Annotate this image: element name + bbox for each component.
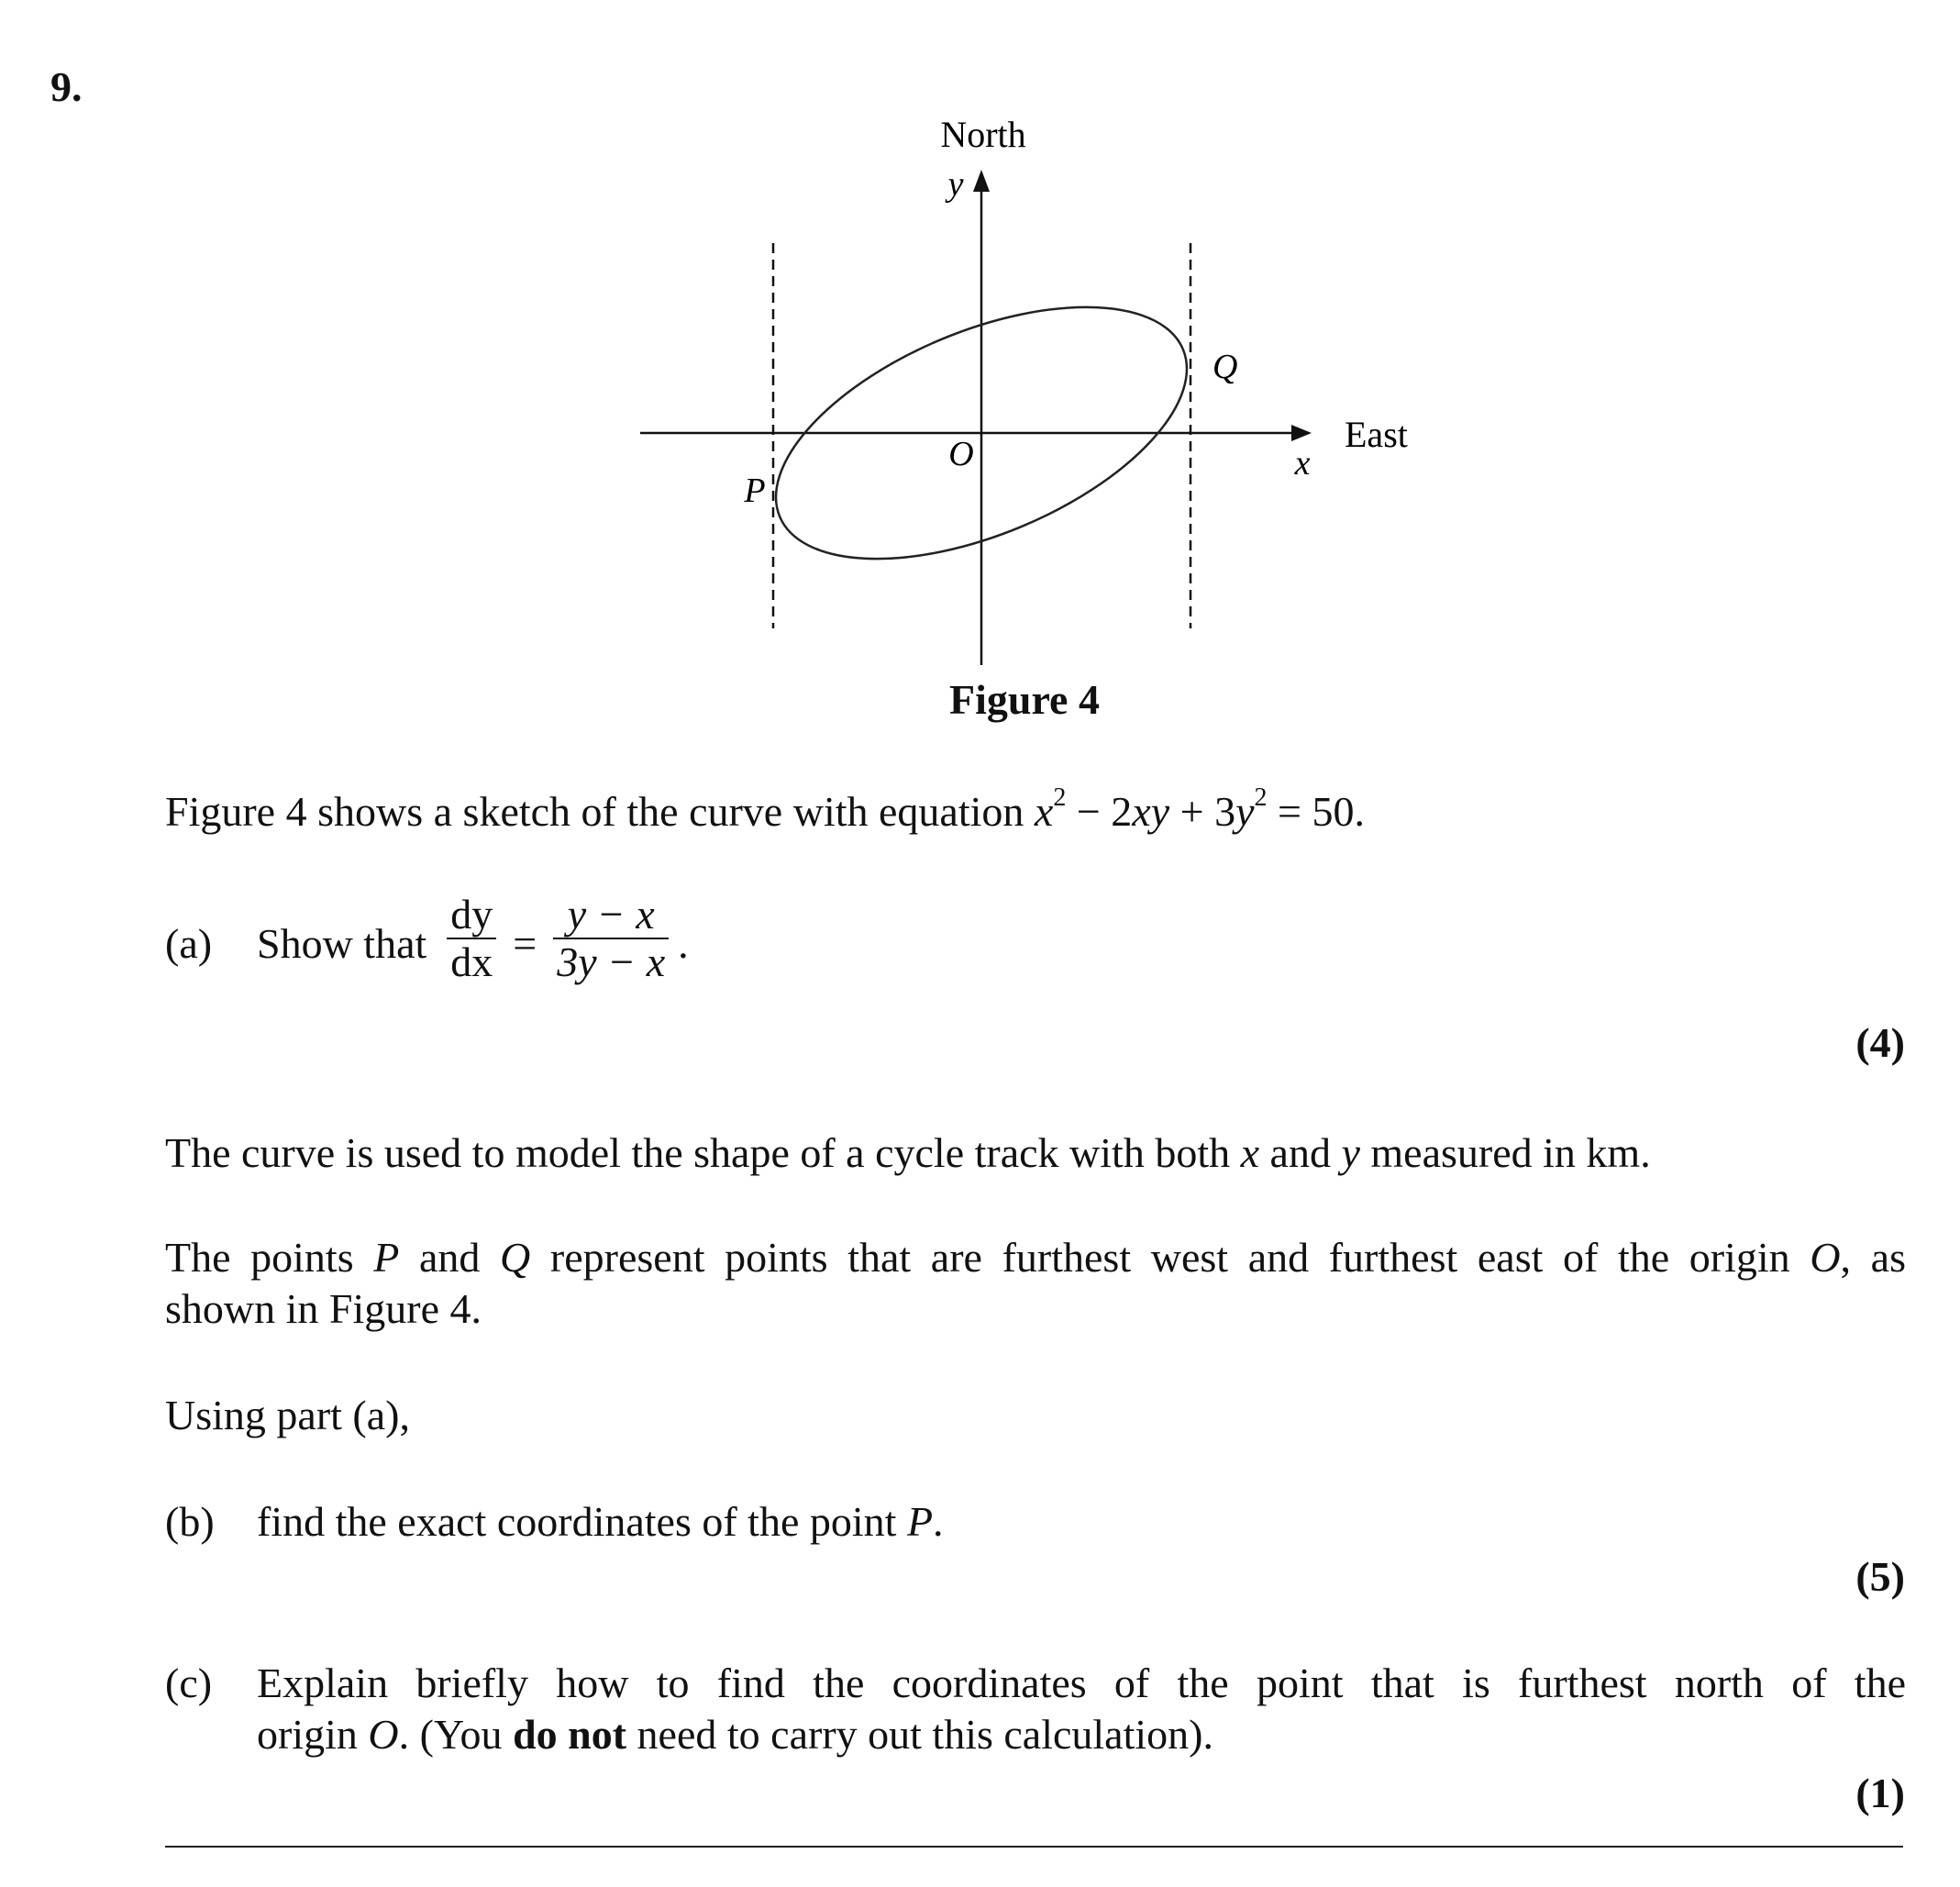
point-p-label: P [744,472,766,510]
derivative-fraction: $\frac{dy}{dx}$ [447,892,496,985]
x-axis-label: x [1294,444,1311,483]
part-a-text: Show that [257,920,427,967]
result-fraction: $\frac{y - x}{3y - x}$ [553,892,669,985]
part-c-line1: (c) Explain briefly how to find the coordinates of the point that is furthest north of the [165,1657,1906,1710]
points-paragraph-line2: shown in Figure 4. [165,1285,482,1332]
origin-label: O [948,435,974,473]
east-label: East [1345,414,1408,455]
part-a: (a) Show that $\frac{dy}{dx}$ = $\frac{y - x}{3y - x}$ . [165,891,689,985]
intro-paragraph: Figure 4 shows a sketch of the curve with equation $x^2 - 2xy + 3y^2 = 50$. [165,783,1365,835]
part-c-label: (c) [165,1659,213,1706]
north-label: North [940,114,1026,155]
model-paragraph: The curve is used to model the shape of a cycle track with both x and y measured in km. [165,1129,1651,1176]
figure-caption: Figure 4 [949,676,1100,723]
part-c-line2: origin O. (You do not need to carry out this calculation). [257,1711,1213,1758]
figure-4-sketch [633,105,1440,674]
answer-rule [165,1846,1903,1848]
part-b-label: (b) [165,1498,215,1545]
using-part-a: Using part (a), [165,1392,410,1438]
part-a-marks: (4) [1855,1019,1905,1066]
part-a-label: (a) [165,920,213,967]
part-c-marks: (1) [1855,1770,1905,1816]
part-b: (b) find the exact coordinates of the point P. [165,1495,944,1548]
x-axis-arrowhead [1291,425,1312,441]
y-axis-label: y [947,165,964,204]
point-q-label: Q [1213,348,1238,386]
points-paragraph-line1: The points P and Q represent points that are furthest west and furthest east of the origin O, as [165,1234,1906,1281]
part-b-marks: (5) [1855,1553,1905,1600]
y-axis-arrowhead [973,170,990,192]
question-number: 9. [50,63,83,110]
